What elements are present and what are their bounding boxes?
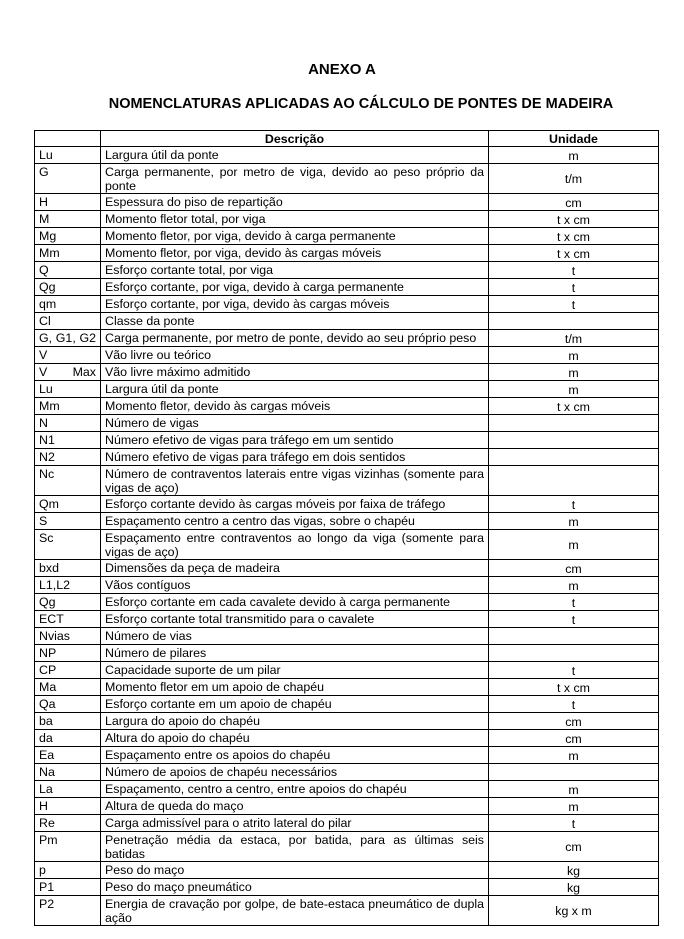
symbol-cell: G — [35, 164, 101, 194]
description-cell: Esforço cortante devido às cargas móveis por faixa de tráfego — [101, 496, 489, 513]
symbol-cell: V — [35, 347, 101, 364]
symbol-cell: Qm — [35, 496, 101, 513]
table-row — [35, 164, 659, 194]
description-cell: Penetração média da estaca, por batida, para as últimas seis batidas — [101, 832, 489, 862]
table-row — [35, 862, 659, 879]
table-row — [35, 398, 659, 415]
symbol-cell: La — [35, 781, 101, 798]
unit-cell: t/m — [489, 330, 659, 347]
unit-cell: cm — [489, 194, 659, 211]
table-row — [35, 313, 659, 330]
description-cell: Momento fletor total, por viga — [101, 211, 489, 228]
symbol-cell: H — [35, 798, 101, 815]
unit-cell: kg — [489, 879, 659, 896]
symbol-cell: Q — [35, 262, 101, 279]
unit-cell: m — [489, 513, 659, 530]
unit-cell — [489, 764, 659, 781]
description-cell: Esforço cortante total, por viga — [101, 262, 489, 279]
description-cell: Esforço cortante total transmitido para o cavalete — [101, 611, 489, 628]
table-row — [35, 611, 659, 628]
symbol-cell: Mg — [35, 228, 101, 245]
table-row — [35, 347, 659, 364]
description-cell: Esforço cortante em um apoio de chapéu — [101, 696, 489, 713]
unit-cell — [489, 313, 659, 330]
unit-cell — [489, 415, 659, 432]
unit-cell — [489, 466, 659, 496]
description-cell: Vão livre ou teórico — [101, 347, 489, 364]
unit-cell: m — [489, 530, 659, 560]
unit-cell: m — [489, 364, 659, 381]
unit-cell: t — [489, 296, 659, 313]
description-cell: Vão livre máximo admitido — [101, 364, 489, 381]
unit-cell — [489, 645, 659, 662]
header-description: Descrição — [101, 131, 489, 147]
symbol-cell: Sc — [35, 530, 101, 560]
symbol-cell: V Max — [35, 364, 101, 381]
symbol-cell: G, G1, G2 — [35, 330, 101, 347]
description-cell: Número de vias — [101, 628, 489, 645]
description-cell: Largura útil da ponte — [101, 381, 489, 398]
description-cell: Momento fletor em um apoio de chapéu — [101, 679, 489, 696]
symbol-cell: qm — [35, 296, 101, 313]
symbol-cell: P1 — [35, 879, 101, 896]
unit-cell: kg x m — [489, 896, 659, 926]
symbol-cell: Lu — [35, 381, 101, 398]
header-symbol — [35, 131, 101, 147]
table-row — [35, 764, 659, 781]
table-header-row — [35, 131, 659, 147]
table-row — [35, 211, 659, 228]
description-cell: Número de vigas — [101, 415, 489, 432]
unit-cell: t — [489, 815, 659, 832]
description-cell: Número de apoios de chapéu necessários — [101, 764, 489, 781]
description-cell: Peso do maço — [101, 862, 489, 879]
description-cell: Número de contraventos laterais entre vigas vizinhas (somente para vigas de aço) — [101, 466, 489, 496]
table-row — [35, 832, 659, 862]
table-row — [35, 781, 659, 798]
unit-cell: cm — [489, 832, 659, 862]
unit-cell: t x cm — [489, 228, 659, 245]
description-cell: Espessura do piso de repartição — [101, 194, 489, 211]
table-row — [35, 879, 659, 896]
table-row — [35, 330, 659, 347]
unit-cell: t — [489, 594, 659, 611]
unit-cell: m — [489, 577, 659, 594]
symbol-cell: p — [35, 862, 101, 879]
table-row — [35, 628, 659, 645]
table-row — [35, 245, 659, 262]
description-cell: Altura do apoio do chapéu — [101, 730, 489, 747]
unit-cell — [489, 449, 659, 466]
symbol-cell: Nc — [35, 466, 101, 496]
table-row — [35, 815, 659, 832]
symbol-cell: N — [35, 415, 101, 432]
unit-cell — [489, 628, 659, 645]
description-cell: Espaçamento centro a centro das vigas, sobre o chapéu — [101, 513, 489, 530]
unit-cell: cm — [489, 560, 659, 577]
symbol-cell: bxd — [35, 560, 101, 577]
description-cell: Carga permanente, por metro de viga, devido ao peso próprio da ponte — [101, 164, 489, 194]
table-row — [35, 577, 659, 594]
unit-cell: t x cm — [489, 679, 659, 696]
symbol-cell: Ma — [35, 679, 101, 696]
table-row — [35, 228, 659, 245]
description-cell: Momento fletor, por viga, devido às cargas móveis — [101, 245, 489, 262]
symbol-cell: Mm — [35, 398, 101, 415]
symbol-cell: Re — [35, 815, 101, 832]
description-cell: Número de pilares — [101, 645, 489, 662]
table-row — [35, 713, 659, 730]
symbol-cell: NP — [35, 645, 101, 662]
description-cell: Espaçamento, centro a centro, entre apoios do chapéu — [101, 781, 489, 798]
table-row — [35, 560, 659, 577]
symbol-cell: Nvias — [35, 628, 101, 645]
unit-cell: kg — [489, 862, 659, 879]
table-row — [35, 296, 659, 313]
unit-cell: t — [489, 662, 659, 679]
description-cell: Carga admissível para o atrito lateral do pilar — [101, 815, 489, 832]
symbol-cell: Qg — [35, 279, 101, 296]
description-cell: Vãos contíguos — [101, 577, 489, 594]
description-cell: Largura útil da ponte — [101, 147, 489, 164]
symbol-cell: CP — [35, 662, 101, 679]
table-row — [35, 896, 659, 926]
description-cell: Momento fletor, devido às cargas móveis — [101, 398, 489, 415]
symbol-cell: ba — [35, 713, 101, 730]
description-cell: Número efetivo de vigas para tráfego em um sentido — [101, 432, 489, 449]
symbol-cell: Qg — [35, 594, 101, 611]
description-cell: Energia de cravação por golpe, de bate-estaca pneumático de dupla ação — [101, 896, 489, 926]
unit-cell: t x cm — [489, 211, 659, 228]
table-row — [35, 798, 659, 815]
symbol-cell: L1,L2 — [35, 577, 101, 594]
table-row — [35, 449, 659, 466]
symbol-cell: N1 — [35, 432, 101, 449]
description-cell: Esforço cortante, por viga, devido à carga permanente — [101, 279, 489, 296]
symbol-cell: Lu — [35, 147, 101, 164]
table-row — [35, 415, 659, 432]
table-row — [35, 513, 659, 530]
description-cell: Número efetivo de vigas para tráfego em dois sentidos — [101, 449, 489, 466]
unit-cell: cm — [489, 713, 659, 730]
table-row — [35, 662, 659, 679]
description-cell: Dimensões da peça de madeira — [101, 560, 489, 577]
symbol-cell: P2 — [35, 896, 101, 926]
symbol-cell: S — [35, 513, 101, 530]
description-cell: Largura do apoio do chapéu — [101, 713, 489, 730]
description-cell: Esforço cortante, por viga, devido às cargas móveis — [101, 296, 489, 313]
table-row — [35, 496, 659, 513]
annex-heading: ANEXO A — [308, 61, 376, 78]
unit-cell: t — [489, 262, 659, 279]
symbol-cell: ECT — [35, 611, 101, 628]
description-cell: Espaçamento entre contraventos ao longo da viga (somente para vigas de aço) — [101, 530, 489, 560]
symbol-cell: M — [35, 211, 101, 228]
annex-subheading: NOMENCLATURAS APLICADAS AO CÁLCULO DE PONTES DE MADEIRA — [108, 96, 614, 112]
unit-cell: t — [489, 496, 659, 513]
unit-cell: m — [489, 781, 659, 798]
symbol-cell: N2 — [35, 449, 101, 466]
table-row — [35, 364, 659, 381]
table-row — [35, 645, 659, 662]
unit-cell: m — [489, 147, 659, 164]
table-row — [35, 747, 659, 764]
table-row — [35, 530, 659, 560]
unit-cell: cm — [489, 730, 659, 747]
description-cell: Capacidade suporte de um pilar — [101, 662, 489, 679]
table-row — [35, 696, 659, 713]
description-cell: Classe da ponte — [101, 313, 489, 330]
description-cell: Esforço cortante em cada cavalete devido à carga permanente — [101, 594, 489, 611]
table-row — [35, 679, 659, 696]
unit-cell: t — [489, 279, 659, 296]
symbol-cell: Cl — [35, 313, 101, 330]
table-row — [35, 262, 659, 279]
table-row — [35, 147, 659, 164]
nomenclature-table — [34, 130, 659, 926]
symbol-cell: Ea — [35, 747, 101, 764]
symbol-cell: Na — [35, 764, 101, 781]
unit-cell: m — [489, 381, 659, 398]
unit-cell: m — [489, 347, 659, 364]
unit-cell — [489, 432, 659, 449]
table-row — [35, 466, 659, 496]
table-row — [35, 381, 659, 398]
table-row — [35, 194, 659, 211]
unit-cell: t — [489, 611, 659, 628]
unit-cell: t — [489, 696, 659, 713]
unit-cell: t x cm — [489, 245, 659, 262]
description-cell: Carga permanente, por metro de ponte, devido ao seu próprio peso — [101, 330, 489, 347]
table-row — [35, 594, 659, 611]
unit-cell: t/m — [489, 164, 659, 194]
unit-cell: m — [489, 798, 659, 815]
description-cell: Momento fletor, por viga, devido à carga permanente — [101, 228, 489, 245]
table-row — [35, 279, 659, 296]
description-cell: Altura de queda do maço — [101, 798, 489, 815]
description-cell: Peso do maço pneumático — [101, 879, 489, 896]
symbol-cell: Mm — [35, 245, 101, 262]
unit-cell: m — [489, 747, 659, 764]
symbol-cell: Pm — [35, 832, 101, 862]
table-row — [35, 432, 659, 449]
symbol-cell: H — [35, 194, 101, 211]
table-row — [35, 730, 659, 747]
unit-cell: t x cm — [489, 398, 659, 415]
symbol-cell: da — [35, 730, 101, 747]
symbol-cell: Qa — [35, 696, 101, 713]
description-cell: Espaçamento entre os apoios do chapéu — [101, 747, 489, 764]
header-unit: Unidade — [489, 131, 659, 147]
